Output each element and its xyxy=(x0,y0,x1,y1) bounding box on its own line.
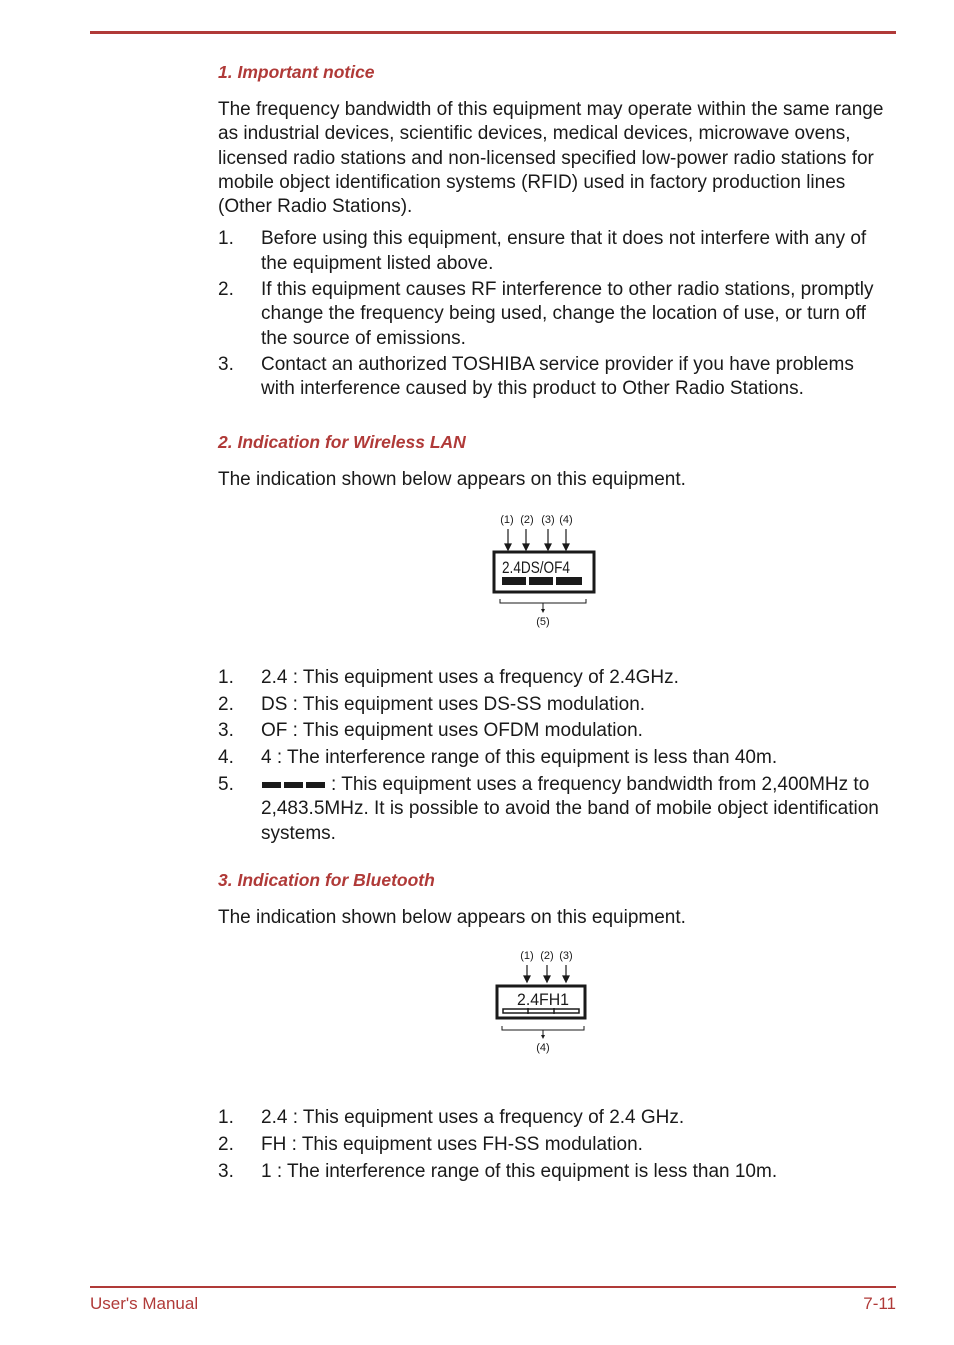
list-item-number: 3. xyxy=(218,1160,234,1182)
list-item xyxy=(218,227,890,276)
wireless-lan-indication-diagram xyxy=(484,510,624,642)
list-item-text: OF : This equipment uses OFDM modulation. xyxy=(261,720,643,742)
list-item xyxy=(218,1160,890,1184)
section-heading-bluetooth: 3. Indication for Bluetooth xyxy=(218,869,435,890)
callout-arrowhead-1 xyxy=(505,544,511,550)
list-item-text: If this equipment causes RF interference to other radio stations, promptly change the frequency being used, change the location of use, or turn off the source of emissions. xyxy=(261,279,874,349)
bandwidth-bar-1 xyxy=(502,577,526,585)
callout-label-5: (5) xyxy=(536,615,550,628)
list-item-text: 2.4 : This equipment uses a frequency of 2.4 GHz. xyxy=(261,1107,685,1129)
list-item-text: DS : This equipment uses DS-SS modulation. xyxy=(261,693,646,715)
list-item-number: 5. xyxy=(218,774,234,796)
callout-arrowhead-3 xyxy=(563,976,569,982)
callout-arrowhead-4 xyxy=(563,544,569,550)
list-item-text: : This equipment uses a frequency bandwidth from 2,400MHz to 2,483.5MHz. It is possible to avoid the band of mobile object identification systems. xyxy=(261,774,879,844)
list-item xyxy=(218,1106,890,1130)
bracket-arrowhead xyxy=(541,1035,545,1039)
list-item xyxy=(218,719,890,743)
wireless-lan-intro: The indication shown below appears on this equipment. xyxy=(218,468,686,490)
bluetooth-list xyxy=(218,1106,890,1184)
callout-arrowhead-3 xyxy=(545,544,551,550)
list-item-text: 4 : The interference range of this equipment is less than 40m. xyxy=(261,747,778,769)
footer-page-number: 7-11 xyxy=(863,1294,896,1313)
bandwidth-bar-3 xyxy=(556,577,582,585)
callout-label-1: (1) xyxy=(520,950,534,963)
callout-arrowhead-2 xyxy=(544,976,550,982)
list-item xyxy=(218,278,890,351)
list-item xyxy=(218,773,890,846)
list-item xyxy=(218,746,890,770)
bottom-rule xyxy=(90,1286,896,1288)
list-item xyxy=(218,353,890,402)
callout-label-3: (3) xyxy=(559,950,573,963)
top-rule xyxy=(90,31,896,34)
list-item-number: 2. xyxy=(218,1134,234,1156)
callout-label-4: (4) xyxy=(559,513,573,526)
bluetooth-intro: The indication shown below appears on this equipment. xyxy=(218,906,686,928)
bluetooth-indication-diagram xyxy=(484,946,624,1076)
callout-label-3: (3) xyxy=(541,513,555,526)
list-item-text: Before using this equipment, ensure that it does not interfere with any of the equipment listed above. xyxy=(261,228,867,274)
list-item-number: 1. xyxy=(218,1107,234,1129)
indication-code-text: 2.4DS/OF4 xyxy=(502,557,570,577)
list-item-number: 3. xyxy=(218,353,234,375)
list-item-number: 1. xyxy=(218,666,234,688)
list-item-text: 1 : The interference range of this equipment is less than 10m. xyxy=(261,1160,778,1182)
bracket-arrowhead xyxy=(541,609,545,613)
list-item-text: 2.4 : This equipment uses a frequency of 2.4GHz. xyxy=(261,666,679,688)
list-item-number: 2. xyxy=(218,693,234,715)
callout-label-2: (2) xyxy=(520,513,534,526)
bracket xyxy=(502,1026,584,1030)
section-heading-wireless-lan: 2. Indication for Wireless LAN xyxy=(218,431,466,452)
callout-label-4: (4) xyxy=(536,1042,550,1055)
footer-manual-title: User's Manual xyxy=(90,1294,199,1313)
list-item-number: 1. xyxy=(218,228,234,250)
list-item-number: 4. xyxy=(218,747,234,769)
list-item-number: 3. xyxy=(218,720,234,742)
bandwidth-bar-2 xyxy=(529,577,553,585)
list-item-number: 2. xyxy=(218,279,234,301)
indication-code-text: 2.4FH1 xyxy=(517,990,569,1010)
important-notice-intro: The frequency bandwidth of this equipment may operate within the same range as industrial devices, scientific devices, medical devices, microwave ovens, licensed radio stations and non-licensed specified low-power radio stations for mobile object identification systems (RFID) used in factory production lines (Other Radio Stations). xyxy=(218,99,884,218)
bracket xyxy=(500,599,586,603)
list-item xyxy=(218,1133,890,1157)
list-item xyxy=(218,693,890,717)
callout-label-2: (2) xyxy=(540,950,554,963)
callout-arrowhead-1 xyxy=(524,976,530,982)
important-notice-list xyxy=(218,227,890,401)
bandwidth-bars-icon xyxy=(261,780,327,790)
list-item-text: FH : This equipment uses FH-SS modulation. xyxy=(261,1134,643,1156)
callout-arrowhead-2 xyxy=(523,544,529,550)
page-content xyxy=(218,60,890,1184)
list-item-text: Contact an authorized TOSHIBA service provider if you have problems with interference caused by this product to Other Radio Stations. xyxy=(261,353,854,400)
section-heading-important-notice: 1. Important notice xyxy=(218,62,375,82)
wireless-lan-list xyxy=(218,666,890,846)
list-item xyxy=(218,666,890,690)
callout-label-1: (1) xyxy=(500,513,514,526)
